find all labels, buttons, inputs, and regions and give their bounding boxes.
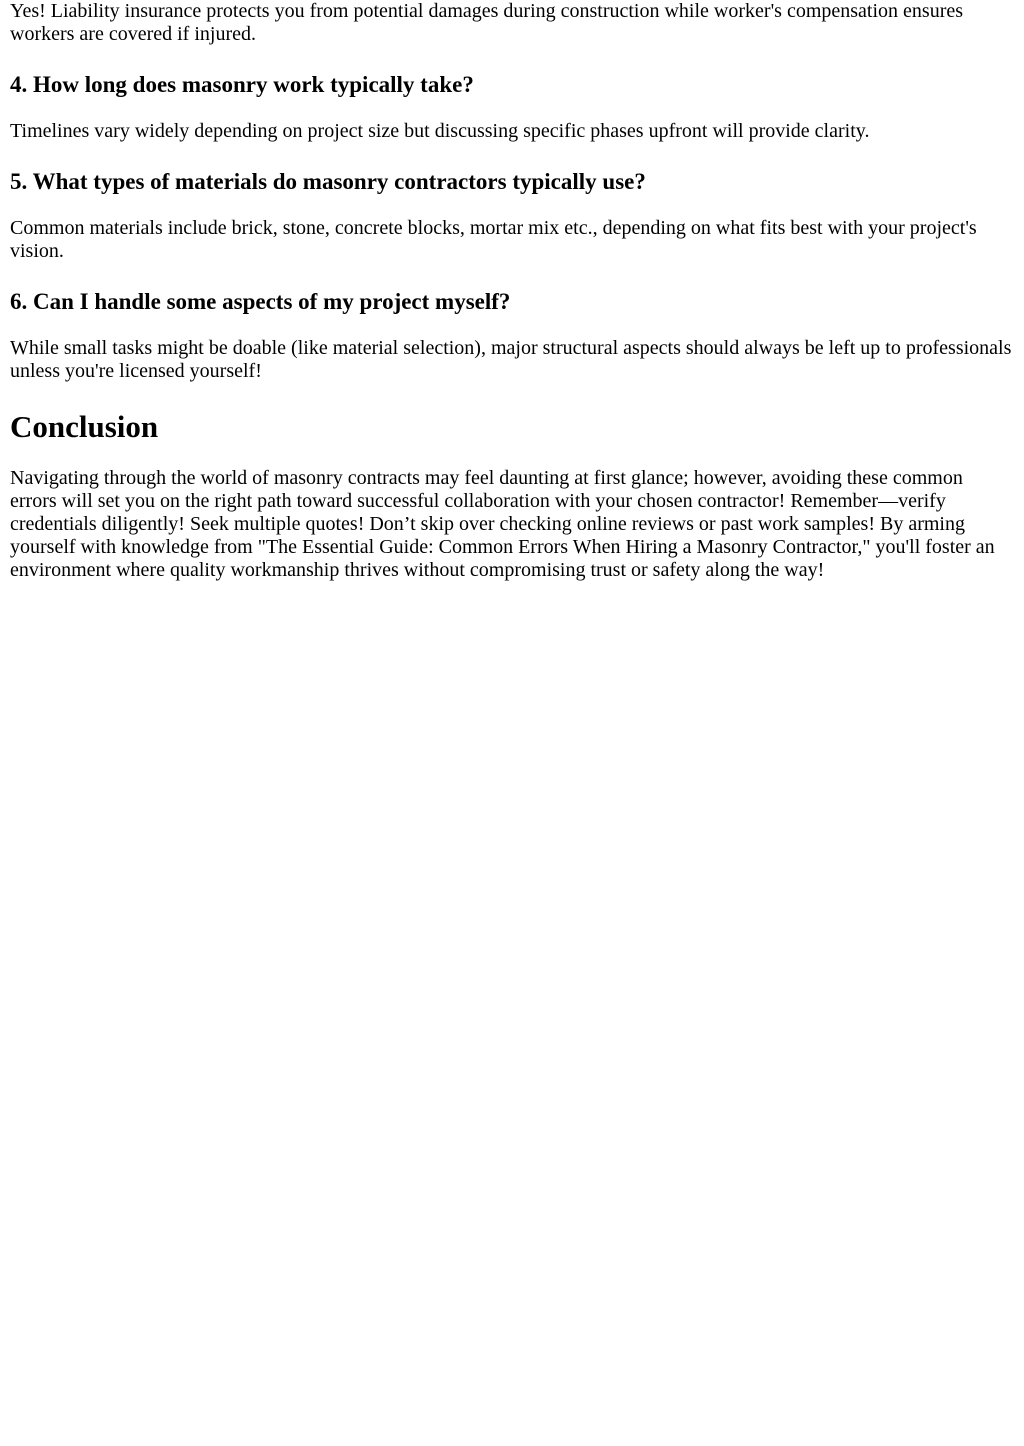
conclusion-heading: Conclusion xyxy=(10,409,159,444)
faq-answer-4: Timelines vary widely depending on project size but discussing specific phases upfront will provide clarity. xyxy=(10,120,870,142)
faq-question-6: 6. Can I handle some aspects of my project myself? xyxy=(10,289,511,314)
conclusion-paragraph: Navigating through the world of masonry contracts may feel daunting at first glance; however, avoiding these common errors will set you on the right path toward successful collaboration with your chosen contractor! Remember—verify credentials diligently! Seek multiple quotes! Don’t skip over checking online reviews or past work samples! By arming yourself with knowledge from "The Essential Guide: Common Errors When Hiring a Masonry Contractor," you'll foster an environment where quality workmanship thrives without compromising trust or safety along the way! xyxy=(10,467,995,581)
article-body xyxy=(0,0,1024,582)
faq-answer-3: Yes! Liability insurance protects you from potential damages during construction while worker's compensation ensures workers are covered if injured. xyxy=(10,0,964,45)
faq-question-4: 4. How long does masonry work typically take? xyxy=(10,72,474,97)
faq-answer-6: While small tasks might be doable (like material selection), major structural aspects should always be left up to professionals unless you're licensed yourself! xyxy=(10,337,1012,382)
faq-answer-5: Common materials include brick, stone, concrete blocks, mortar mix etc., depending on what fits best with your project's vision. xyxy=(10,217,977,262)
faq-question-5: 5. What types of materials do masonry contractors typically use? xyxy=(10,169,646,194)
